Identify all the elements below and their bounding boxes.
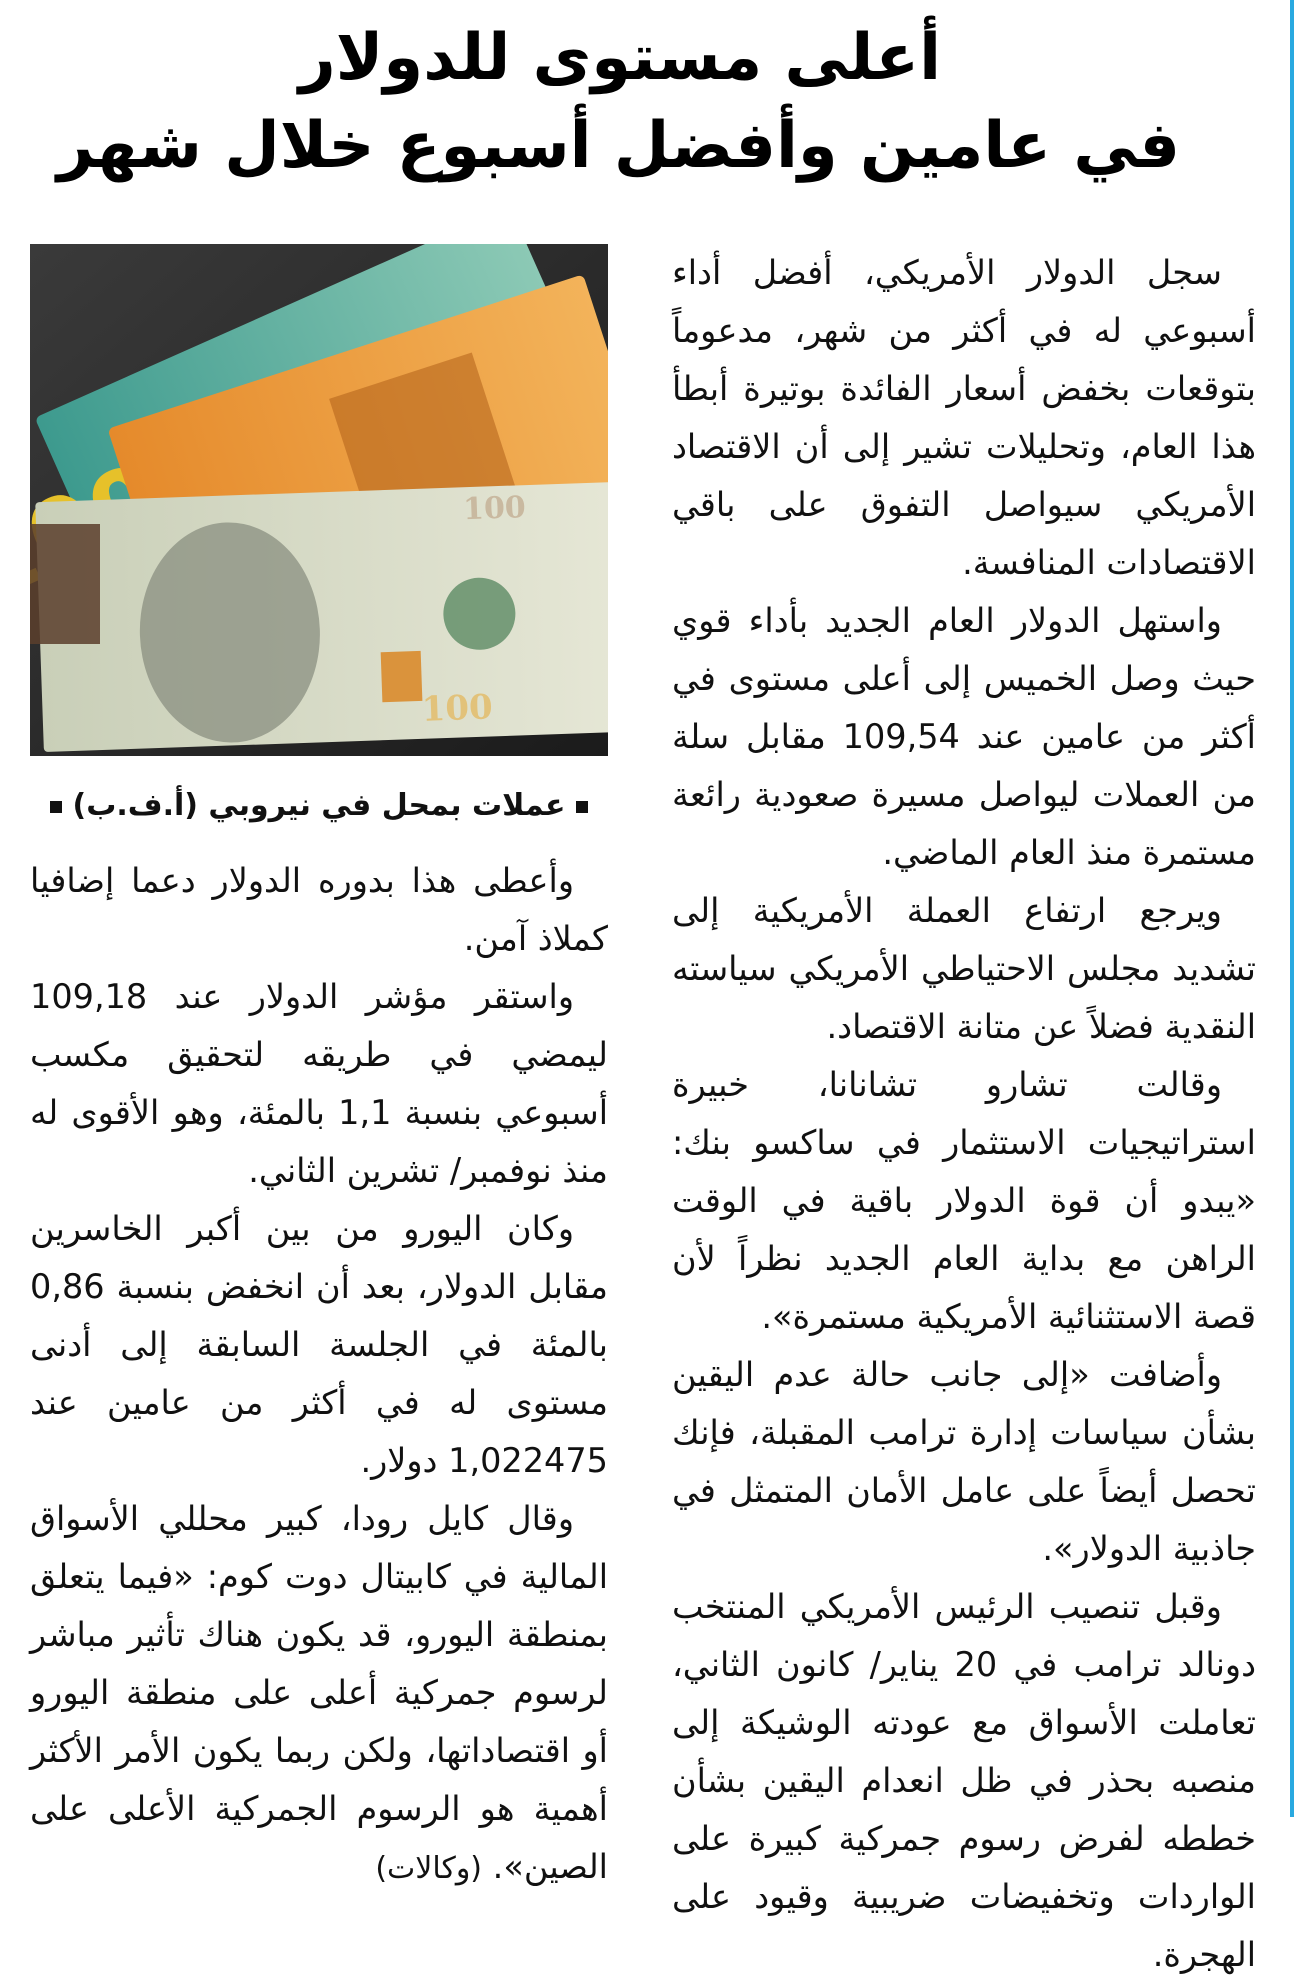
article-right-column	[672, 244, 1256, 1984]
paragraph	[30, 1490, 608, 1898]
paragraph: وقبل تنصيب الرئيس الأمريكي المنتخب دونالد ترامب في 20 يناير/ كانون الثاني، تعاملت الأسواق مع عودته الوشيكة إلى منصبه بحذر في ظل انعدام اليقين بشأن خططه لفرض رسوم جمركية كبيرة على الواردات وتخفيضات ضريبية وقيود على الهجرة.	[672, 1587, 1256, 1974]
paragraph: سجل الدولار الأمريكي، أفضل أداء أسبوعي له في أكثر من شهر، مدعوماً بتوقعات بخفض أسعار الفائدة بوتيرة أبطأ هذا العام، وتحليلات تشير إلى أن الاقتصاد الأمريكي سيواصل التفوق على باقي الاقتصادات المنافسة.	[672, 253, 1256, 582]
page-edge-accent-rule	[1290, 0, 1294, 1817]
hand-shape	[30, 524, 100, 644]
paragraph: وأعطى هذا بدوره الدولار دعما إضافيا كملاذ آمن.	[30, 861, 608, 958]
paragraph: وكان اليورو من بين أكبر الخاسرين مقابل الدولار، بعد أن انخفض بنسبة 0,86 بالمئة في الجلسة السابقة إلى أدنى مستوى له في أكثر من عامين عند 1,022475 دولار.	[30, 1209, 608, 1480]
paragraph: ويرجع ارتفاع العملة الأمريكية إلى تشديد مجلس الاحتياطي الأمريكي سياسته النقدية فضلاً عن متانة الاقتصاد.	[672, 891, 1256, 1046]
banknotes-illustration	[30, 244, 608, 756]
caption-text: عملات بمحل في نيروبي (أ.ف.ب)	[72, 788, 566, 823]
paragraph: وأضافت «إلى جانب حالة عدم اليقين بشأن سياسات إدارة ترامب المقبلة، فإنك تحصل أيضاً على عامل الأمان المتمثل في جاذبية الدولار».	[672, 1355, 1256, 1568]
headline-line-1: أعلى مستوى للدولار	[298, 21, 942, 95]
paragraph: واستقر مؤشر الدولار عند 109,18 ليمضي في طريقه لتحقيق مكسب أسبوعي بنسبة 1,1 بالمئة، وهو الأقوى له منذ نوفمبر/ تشرين الثاني.	[30, 977, 608, 1190]
paragraph: وقالت تشارو تشانانا، خبيرة استراتيجيات الاستثمار في ساكسو بنك: «يبدو أن قوة الدولار باقية في الوقت الراهن مع بداية العام الجديد نظراً لأن قصة الاستثنائية الأمريكية مستمرة».	[672, 1065, 1256, 1336]
paragraph: واستهل الدولار العام الجديد بأداء قوي حيث وصل الخميس إلى أعلى مستوى في أكثر من عامين عند 109,54 مقابل سلة من العملات ليواصل مسيرة صعودية رائعة مستمرة منذ العام الماضي.	[672, 601, 1256, 872]
article-headline	[56, 14, 1180, 190]
caption-bullet-icon	[576, 801, 588, 813]
headline-line-2: في عامين وأفضل أسبوع خلال شهر	[56, 109, 1180, 183]
banknotes-photo	[30, 244, 608, 756]
us-100-bottom-label: 100	[421, 687, 494, 730]
photo-caption	[30, 786, 608, 826]
article-left-column	[30, 852, 608, 1898]
caption-bullet-icon	[50, 801, 62, 813]
source-note: (وكالات)	[375, 1851, 483, 1886]
us-100-corner-label: 100	[462, 490, 527, 528]
paragraph-text: وقال كايل رودا، كبير محللي الأسواق المالية في كابيتال دوت كوم: «فيما يتعلق بمنطقة اليورو، قد يكون هناك تأثير مباشر لرسوم جمركية أعلى على منطقة اليورو أو اقتصاداتها، ولكن ربما يكون الأمر الأكثر أهمية هو الرسوم الجمركية الأعلى على الصين».	[30, 1499, 608, 1886]
